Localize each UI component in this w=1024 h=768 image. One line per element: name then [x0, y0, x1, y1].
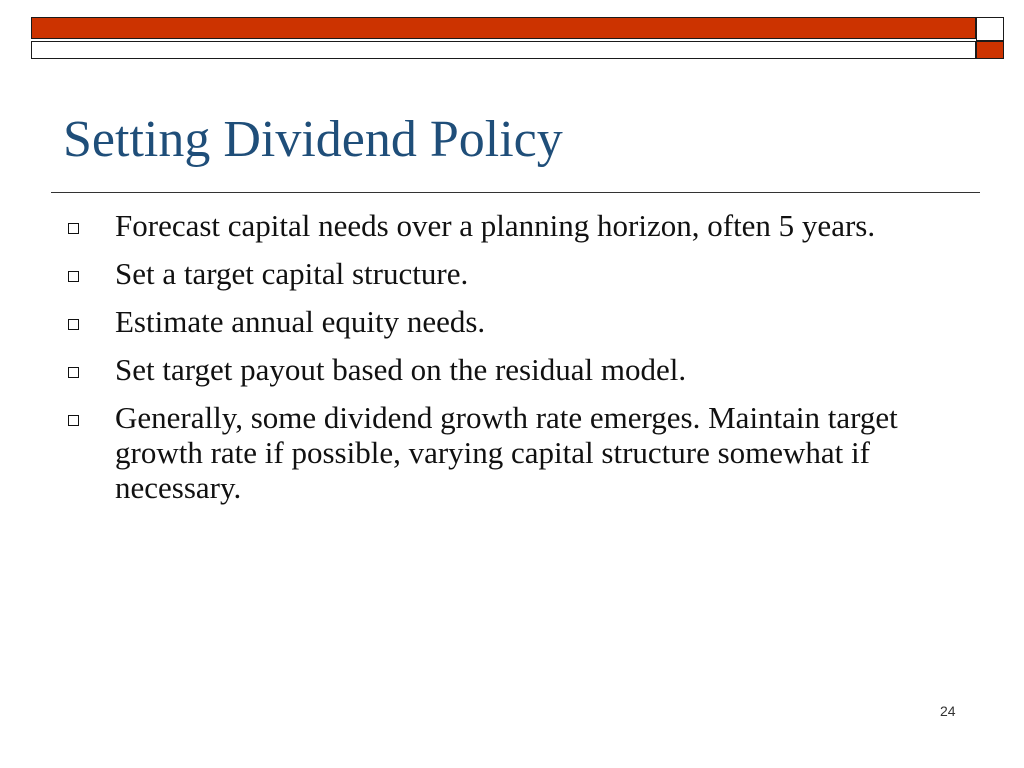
bullet-list — [68, 208, 968, 518]
bullet-item — [68, 304, 968, 339]
bullet-text: Forecast capital needs over a planning horizon, often 5 years. — [115, 208, 876, 243]
bullet-item — [68, 352, 968, 387]
bullet-text: Set a target capital structure. — [115, 256, 469, 291]
header-corner-box-bottom — [976, 41, 1004, 59]
bullet-text: Set target payout based on the residual model. — [115, 352, 687, 387]
hollow-square-bullet-icon — [68, 415, 79, 426]
page-number: 24 — [940, 703, 956, 719]
slide-title: Setting Dividend Policy — [63, 111, 563, 168]
bullet-item — [68, 256, 968, 291]
bullet-item — [68, 208, 968, 243]
bullet-text: Generally, some dividend growth rate emerges. Maintain target growth rate if possible, varying capital structure somewhat if necessary. — [115, 400, 898, 505]
hollow-square-bullet-icon — [68, 367, 79, 378]
bullet-item — [68, 400, 968, 505]
title-divider — [51, 192, 980, 193]
hollow-square-bullet-icon — [68, 271, 79, 282]
header-accent-bar — [31, 17, 976, 39]
hollow-square-bullet-icon — [68, 319, 79, 330]
header-corner-box-top — [976, 17, 1004, 41]
bullet-text: Estimate annual equity needs. — [115, 304, 486, 339]
header-stripe-bar — [31, 41, 976, 59]
hollow-square-bullet-icon — [68, 223, 79, 234]
